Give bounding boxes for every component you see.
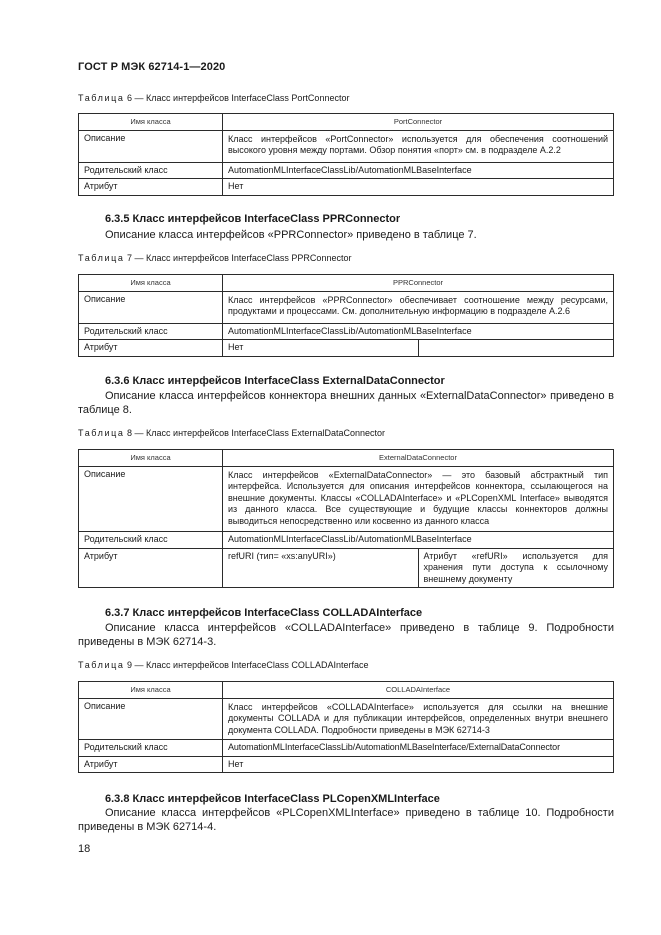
paragraph-text: Описание класса интерфейсов «PPRConnector» приведено в таблице 7. [105, 229, 477, 241]
table-header-row [79, 114, 614, 131]
class-name-cell: PortConnector [223, 114, 614, 131]
table-caption-text: — Класс интерфейсов InterfaceClass ExternalDataConnector [134, 428, 385, 438]
description-cell: Класс интерфейсов «COLLADAInterface» используется для ссылки на внешние документы COLLADA и для публикации интерфейсов, определенных внутри внешнего документа COLLADA. Подробности приведены в МЭК 62714-3 [223, 698, 614, 740]
table-number: 7 [127, 253, 133, 263]
row-label: Атрибут [79, 756, 223, 773]
table-number: 9 [127, 660, 133, 670]
table-row [79, 532, 614, 549]
table-word: Таблица [78, 253, 125, 263]
attribute-note-cell [418, 340, 614, 357]
table-row [79, 340, 614, 357]
table-9 [78, 681, 614, 773]
paragraph-text: Описание класса интерфейсов «PLCopenXMLInterface» приведено в таблице 10. Подробности приведены в МЭК 62714-4. [78, 807, 614, 833]
row-label: Атрибут [79, 548, 223, 588]
page-number: 18 [78, 843, 91, 855]
parent-cell: AutomationMLInterfaceClassLib/AutomationMLBaseInterface [223, 162, 614, 179]
row-label: Родительский класс [79, 740, 223, 757]
table-header-row [79, 682, 614, 699]
table-row [79, 130, 614, 162]
table-row [79, 291, 614, 323]
table-row [79, 466, 614, 532]
attribute-cell: Нет [223, 179, 614, 196]
table-8-caption [78, 428, 385, 438]
table-row [79, 548, 614, 588]
table-row [79, 323, 614, 340]
section-heading-6-3-6: 6.3.6 Класс интерфейсов InterfaceClass ExternalDataConnector [105, 375, 445, 387]
row-label: Родительский класс [79, 162, 223, 179]
row-label: Атрибут [79, 179, 223, 196]
table-caption-text: — Класс интерфейсов InterfaceClass PPRConnector [134, 253, 352, 263]
table-caption-text: — Класс интерфейсов InterfaceClass PortConnector [134, 93, 350, 103]
paragraph-text: Описание класса интерфейсов коннектора внешних данных «ExternalDataConnector» приведено в таблице 8. [78, 390, 614, 416]
table-row [79, 756, 614, 773]
description-cell: Класс интерфейсов «ExternalDataConnector» — это базовый абстрактный тип интерфейса. Используется для описания интерфейсов коннектора, ссылающегося на внешние документы. Классы «COLLADAInterface» и «PLCopenXML Interface» выводятся из данного класса. Все существующие и будущие классы коннекторов должны выводиться непосредственно или косвенно из данного класса [223, 466, 614, 532]
table-6-caption [78, 93, 349, 103]
table-9-caption [78, 660, 368, 670]
table-number: 8 [127, 428, 133, 438]
table-word: Таблица [78, 93, 125, 103]
table-row [79, 740, 614, 757]
table-row [79, 162, 614, 179]
class-name-cell: COLLADAInterface [223, 682, 614, 699]
row-label: Описание [79, 291, 223, 323]
attribute-cell: refURI (тип= «xs:anyURI») [223, 548, 419, 588]
row-label: Атрибут [79, 340, 223, 357]
attribute-note-cell: Атрибут «refURI» используется для хранения пути доступа к ссылочному внешнему документу [418, 548, 614, 588]
row-label: Описание [79, 698, 223, 740]
row-label: Описание [79, 130, 223, 162]
attribute-cell: Нет [223, 756, 614, 773]
row-label: Описание [79, 466, 223, 532]
section-text-6-3-7 [78, 621, 614, 649]
table-header-row [79, 275, 614, 292]
row-label: Родительский класс [79, 323, 223, 340]
section-text-6-3-5 [78, 228, 614, 242]
paragraph-text: Описание класса интерфейсов «COLLADAInterface» приведено в таблице 9. Подробности приведены в МЭК 62714-3. [78, 622, 614, 648]
description-cell: Класс интерфейсов «PortConnector» используется для обеспечения соотношений высокого уровня между портами. Обзор понятия «порт» см. в подразделе А.2.2 [223, 130, 614, 162]
row-label: Родительский класс [79, 532, 223, 549]
class-name-cell: ExternalDataConnector [223, 450, 614, 467]
section-text-6-3-8 [78, 806, 614, 834]
table-7-caption [78, 253, 351, 263]
table-8 [78, 449, 614, 588]
table-header-row [79, 450, 614, 467]
description-cell: Класс интерфейсов «PPRConnector» обеспечивает соотношение между ресурсами, продуктами и процессами. См. дополнительную информацию в подразделе А.2.6 [223, 291, 614, 323]
col-name-header: Имя класса [79, 450, 223, 467]
parent-cell: AutomationMLInterfaceClassLib/AutomationMLBaseInterface [223, 532, 614, 549]
section-heading-6-3-7: 6.3.7 Класс интерфейсов InterfaceClass COLLADAInterface [105, 607, 423, 619]
table-word: Таблица [78, 428, 125, 438]
parent-cell: AutomationMLInterfaceClassLib/AutomationMLBaseInterface/ExternalDataConnector [223, 740, 614, 757]
section-text-6-3-6 [78, 389, 614, 417]
section-heading-6-3-5: 6.3.5 Класс интерфейсов InterfaceClass PPRConnector [105, 213, 401, 225]
section-heading-6-3-8: 6.3.8 Класс интерфейсов InterfaceClass PLCopenXMLInterface [105, 793, 440, 805]
document-header: ГОСТ Р МЭК 62714-1—2020 [78, 61, 226, 73]
table-word: Таблица [78, 660, 125, 670]
table-number: 6 [127, 93, 133, 103]
table-caption-text: — Класс интерфейсов InterfaceClass COLLADAInterface [134, 660, 369, 670]
table-6 [78, 113, 614, 196]
col-name-header: Имя класса [79, 275, 223, 292]
table-row [79, 179, 614, 196]
class-name-cell: PPRConnector [223, 275, 614, 292]
col-name-header: Имя класса [79, 682, 223, 699]
table-row [79, 698, 614, 740]
attribute-cell: Нет [223, 340, 419, 357]
table-7 [78, 274, 614, 357]
col-name-header: Имя класса [79, 114, 223, 131]
parent-cell: AutomationMLInterfaceClassLib/AutomationMLBaseInterface [223, 323, 614, 340]
